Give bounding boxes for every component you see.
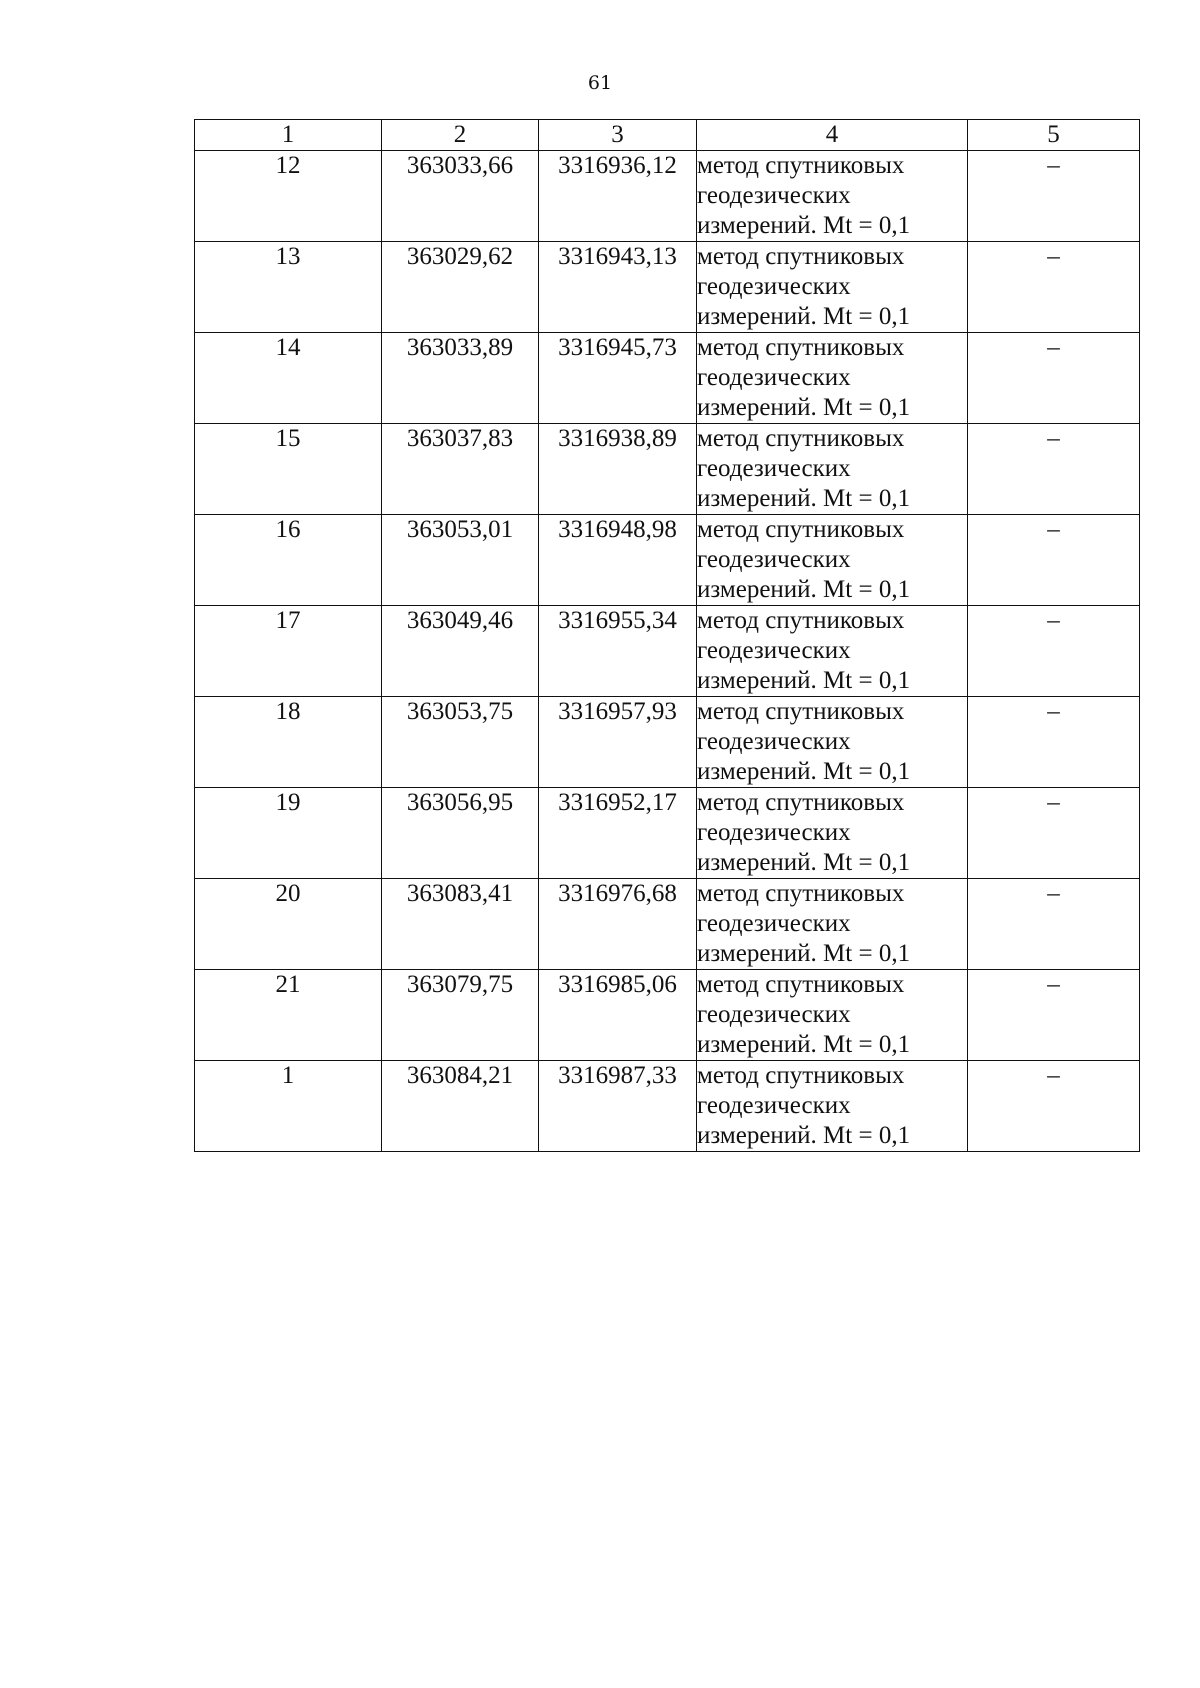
point-number-cell: 21 <box>195 970 382 1061</box>
method-line: измерений. Mt = 0,1 <box>697 394 911 421</box>
method-cell <box>697 1061 968 1152</box>
method-line: метод спутниковых <box>697 152 905 179</box>
method-line: геодезических <box>697 182 851 209</box>
method-line: измерений. Mt = 0,1 <box>697 758 911 785</box>
method-line: метод спутниковых <box>697 698 905 725</box>
method-line: измерений. Mt = 0,1 <box>697 1122 911 1149</box>
column-header: 2 <box>382 120 539 151</box>
page-number: 61 <box>587 72 613 94</box>
method-line: геодезических <box>697 637 851 664</box>
y-coordinate-cell: 3316943,13 <box>539 242 697 333</box>
method-line: геодезических <box>697 728 851 755</box>
column-5-cell: – <box>968 424 1140 515</box>
table-header-row <box>195 120 1140 151</box>
y-coordinate-cell: 3316945,73 <box>539 333 697 424</box>
x-coordinate-cell: 363084,21 <box>382 1061 539 1152</box>
method-line: измерений. Mt = 0,1 <box>697 576 911 603</box>
x-coordinate-cell: 363053,01 <box>382 515 539 606</box>
method-line: измерений. Mt = 0,1 <box>697 212 911 239</box>
y-coordinate-cell: 3316976,68 <box>539 879 697 970</box>
table-row <box>195 1061 1140 1152</box>
x-coordinate-cell: 363056,95 <box>382 788 539 879</box>
table-row <box>195 515 1140 606</box>
point-number-cell: 20 <box>195 879 382 970</box>
method-line: метод спутниковых <box>697 1062 905 1089</box>
point-number-cell: 12 <box>195 151 382 242</box>
method-line: геодезических <box>697 546 851 573</box>
x-coordinate-cell: 363079,75 <box>382 970 539 1061</box>
x-coordinate-cell: 363083,41 <box>382 879 539 970</box>
column-5-cell: – <box>968 697 1140 788</box>
y-coordinate-cell: 3316936,12 <box>539 151 697 242</box>
table-body <box>195 151 1140 1152</box>
column-5-cell: – <box>968 1061 1140 1152</box>
x-coordinate-cell: 363049,46 <box>382 606 539 697</box>
method-cell <box>697 606 968 697</box>
method-line: метод спутниковых <box>697 334 905 361</box>
y-coordinate-cell: 3316985,06 <box>539 970 697 1061</box>
method-cell <box>697 697 968 788</box>
method-cell <box>697 151 968 242</box>
column-5-cell: – <box>968 879 1140 970</box>
table-row <box>195 879 1140 970</box>
point-number-cell: 18 <box>195 697 382 788</box>
x-coordinate-cell: 363037,83 <box>382 424 539 515</box>
y-coordinate-cell: 3316948,98 <box>539 515 697 606</box>
method-line: метод спутниковых <box>697 243 905 270</box>
point-number-cell: 13 <box>195 242 382 333</box>
method-line: геодезических <box>697 910 851 937</box>
method-cell <box>697 879 968 970</box>
table-row <box>195 424 1140 515</box>
point-number-cell: 17 <box>195 606 382 697</box>
y-coordinate-cell: 3316952,17 <box>539 788 697 879</box>
method-line: геодезических <box>697 364 851 391</box>
method-line: метод спутниковых <box>697 789 905 816</box>
method-line: геодезических <box>697 1001 851 1028</box>
method-line: геодезических <box>697 273 851 300</box>
table-row <box>195 970 1140 1061</box>
method-cell <box>697 788 968 879</box>
point-number-cell: 14 <box>195 333 382 424</box>
column-5-cell: – <box>968 333 1140 424</box>
method-line: метод спутниковых <box>697 425 905 452</box>
method-line: метод спутниковых <box>697 516 905 543</box>
x-coordinate-cell: 363033,66 <box>382 151 539 242</box>
method-line: метод спутниковых <box>697 880 905 907</box>
method-line: измерений. Mt = 0,1 <box>697 940 911 967</box>
column-5-cell: – <box>968 151 1140 242</box>
method-cell <box>697 424 968 515</box>
method-line: геодезических <box>697 1092 851 1119</box>
table-row <box>195 151 1140 242</box>
method-line: геодезических <box>697 819 851 846</box>
method-line: геодезических <box>697 455 851 482</box>
column-header: 3 <box>539 120 697 151</box>
point-number-cell: 15 <box>195 424 382 515</box>
method-cell <box>697 970 968 1061</box>
method-cell <box>697 242 968 333</box>
column-5-cell: – <box>968 242 1140 333</box>
column-header: 4 <box>697 120 968 151</box>
point-number-cell: 1 <box>195 1061 382 1152</box>
y-coordinate-cell: 3316955,34 <box>539 606 697 697</box>
column-header: 5 <box>968 120 1140 151</box>
column-header: 1 <box>195 120 382 151</box>
method-cell <box>697 333 968 424</box>
method-line: метод спутниковых <box>697 971 905 998</box>
x-coordinate-cell: 363033,89 <box>382 333 539 424</box>
method-line: метод спутниковых <box>697 607 905 634</box>
column-5-cell: – <box>968 606 1140 697</box>
point-number-cell: 19 <box>195 788 382 879</box>
column-5-cell: – <box>968 970 1140 1061</box>
point-number-cell: 16 <box>195 515 382 606</box>
y-coordinate-cell: 3316938,89 <box>539 424 697 515</box>
method-cell <box>697 515 968 606</box>
coordinates-table <box>194 119 1140 1152</box>
method-line: измерений. Mt = 0,1 <box>697 1031 911 1058</box>
x-coordinate-cell: 363029,62 <box>382 242 539 333</box>
method-line: измерений. Mt = 0,1 <box>697 667 911 694</box>
table-row <box>195 697 1140 788</box>
column-5-cell: – <box>968 788 1140 879</box>
y-coordinate-cell: 3316987,33 <box>539 1061 697 1152</box>
y-coordinate-cell: 3316957,93 <box>539 697 697 788</box>
table-row <box>195 788 1140 879</box>
x-coordinate-cell: 363053,75 <box>382 697 539 788</box>
column-5-cell: – <box>968 515 1140 606</box>
method-line: измерений. Mt = 0,1 <box>697 485 911 512</box>
table-row <box>195 333 1140 424</box>
method-line: измерений. Mt = 0,1 <box>697 303 911 330</box>
method-line: измерений. Mt = 0,1 <box>697 849 911 876</box>
table-row <box>195 242 1140 333</box>
table-row <box>195 606 1140 697</box>
